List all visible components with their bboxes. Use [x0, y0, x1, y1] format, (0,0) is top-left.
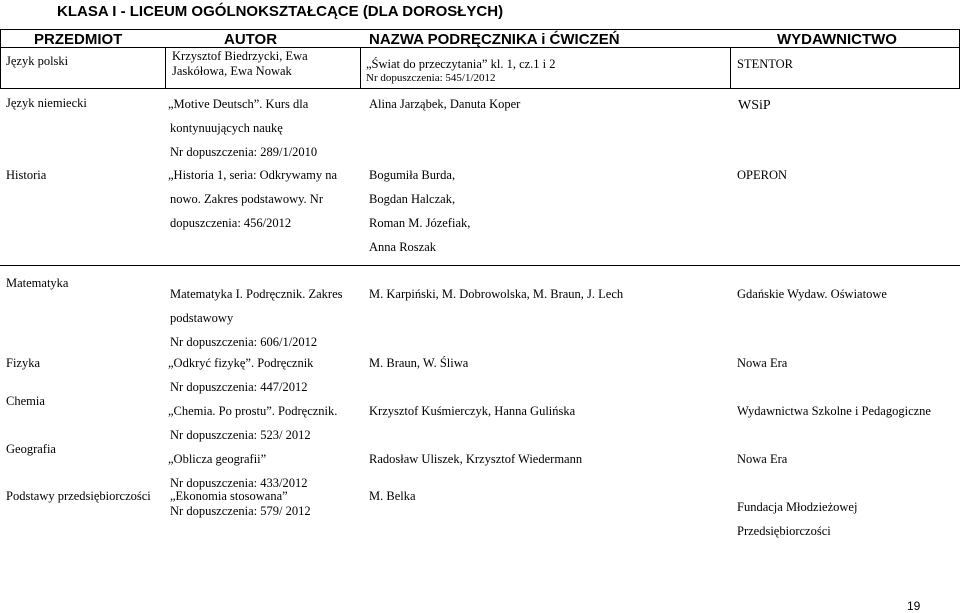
- header-publisher: WYDAWNICTWO: [777, 31, 897, 48]
- row-historia-author-2: Bogdan Halczak,: [369, 192, 456, 206]
- row-niemiecki-book-line2: kontynuujących naukę: [170, 121, 283, 135]
- row-przedsiebiorczosc-publisher-line2: Przedsiębiorczości: [737, 524, 831, 538]
- row-geografia-subject: Geografia: [6, 442, 56, 456]
- row-matematyka-approval-number: Nr dopuszczenia: 606/1/2012: [170, 335, 318, 349]
- row-polski-author-line2: Jaskółowa, Ewa Nowak: [172, 64, 292, 78]
- row-polski-title: „Świat do przeczytania” kl. 1, cz.1 i 2: [366, 57, 556, 71]
- header-author: AUTOR: [224, 31, 278, 48]
- row-niemiecki-subject: Język niemiecki: [6, 96, 87, 110]
- left-border: [0, 29, 1, 89]
- row-polski-bottom-border: [0, 88, 960, 89]
- class-title: KLASA I - LICEUM OGÓLNOKSZTAŁCĄCE (DLA DOROSŁYCH): [57, 3, 504, 20]
- row-polski-author-line1: Krzysztof Biedrzycki, Ewa: [172, 49, 308, 63]
- row-fizyka-publisher: Nowa Era: [737, 356, 788, 370]
- page-number: 19: [907, 599, 921, 613]
- header-subject: PRZEDMIOT: [34, 31, 123, 48]
- table-top-border: [0, 29, 960, 30]
- row-przedsiebiorczosc-approval-number: Nr dopuszczenia: 579/ 2012: [170, 504, 311, 518]
- row-matematyka-publisher: Gdańskie Wydaw. Oświatowe: [737, 287, 887, 301]
- row-historia-book-line2: nowo. Zakres podstawowy. Nr: [170, 192, 323, 206]
- row-geografia-author: Radosław Uliszek, Krzysztof Wiedermann: [369, 452, 583, 466]
- row-niemiecki-book-line1: „Motive Deutsch”. Kurs dla: [168, 97, 309, 111]
- row-przedsiebiorczosc-book-title: „Ekonomia stosowana”: [170, 489, 288, 503]
- row-chemia-book-title: „Chemia. Po prostu”. Podręcznik.: [168, 404, 338, 418]
- row-matematyka-book-line2: podstawowy: [170, 311, 234, 325]
- row-przedsiebiorczosc-author: M. Belka: [369, 489, 416, 503]
- row-polski-subject: Język polski: [6, 54, 69, 68]
- row-historia-subject: Historia: [6, 168, 47, 182]
- row-matematyka-book-line1: Matematyka I. Podręcznik. Zakres: [170, 287, 343, 301]
- row-matematyka-author: M. Karpiński, M. Dobrowolska, M. Braun, J. Lech: [369, 287, 624, 301]
- row-historia-book-line1: „Historia 1, seria: Odkrywamy na: [168, 168, 338, 182]
- row-geografia-approval-number: Nr dopuszczenia: 433/2012: [170, 476, 308, 490]
- row-polski-approval-number: Nr dopuszczenia: 545/1/2012: [366, 72, 496, 84]
- row-historia-author-1: Bogumiła Burda,: [369, 168, 456, 182]
- row-niemiecki-approval-number: Nr dopuszczenia: 289/1/2010: [170, 145, 318, 159]
- row-przedsiebiorczosc-publisher-line1: Fundacja Młodzieżowej: [737, 500, 858, 514]
- header-title: NAZWA PODRĘCZNIKA i ĆWICZEŃ: [369, 31, 620, 48]
- row-matematyka-subject: Matematyka: [6, 276, 69, 290]
- row-historia-author-4: Anna Roszak: [369, 240, 436, 254]
- row-historia-publisher: OPERON: [737, 168, 788, 182]
- col-divider-3: [730, 47, 731, 89]
- row-chemia-approval-number: Nr dopuszczenia: 523/ 2012: [170, 428, 311, 442]
- row-geografia-book-title: „Oblicza geografii”: [168, 452, 267, 466]
- section-divider: [0, 265, 960, 266]
- row-historia-author-3: Roman M. Józefiak,: [369, 216, 471, 230]
- row-fizyka-book-title: „Odkryć fizykę”. Podręcznik: [168, 356, 314, 370]
- row-przedsiebiorczosc-subject: Podstawy przedsiębiorczości: [6, 489, 151, 503]
- row-chemia-subject: Chemia: [6, 394, 45, 408]
- row-chemia-author: Krzysztof Kuśmierczyk, Hanna Gulińska: [369, 404, 576, 418]
- row-polski-publisher: STENTOR: [737, 57, 794, 71]
- row-chemia-publisher: Wydawnictwa Szkolne i Pedagogiczne: [737, 404, 931, 418]
- row-fizyka-author: M. Braun, W. Śliwa: [369, 356, 469, 370]
- row-niemiecki-publisher: WSiP: [738, 98, 771, 113]
- row-fizyka-subject: Fizyka: [6, 356, 41, 370]
- row-historia-approval-number: dopuszczenia: 456/2012: [170, 216, 292, 230]
- col-divider-1: [165, 47, 166, 89]
- col-divider-2: [360, 47, 361, 89]
- row-geografia-publisher: Nowa Era: [737, 452, 788, 466]
- row-niemiecki-author: Alina Jarząbek, Danuta Koper: [369, 97, 521, 111]
- row-fizyka-approval-number: Nr dopuszczenia: 447/2012: [170, 380, 308, 394]
